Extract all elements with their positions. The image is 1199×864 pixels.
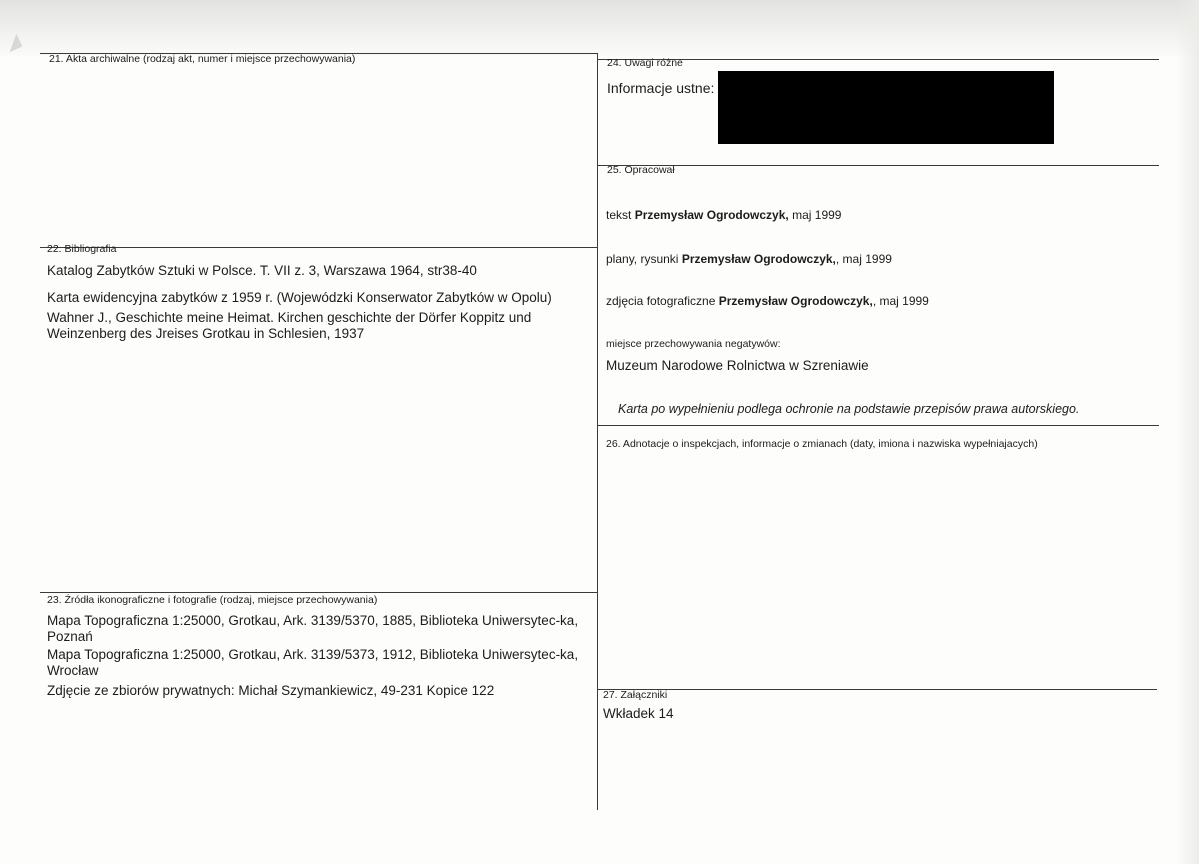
plans-author-line: [606, 252, 892, 266]
bibliography-entry-2: Karta ewidencyjna zabytków z 1959 r. (Wojewódzki Konserwator Zabytków w Opolu): [47, 290, 552, 305]
scan-top-band: [0, 0, 1199, 56]
text-author: Przemysław Ogrodowczyk,: [634, 208, 789, 222]
section-21-label: 21. Akta archiwalne (rodzaj akt, numer i miejsce przechowywania): [49, 53, 356, 65]
column-divider: [597, 53, 598, 810]
section-25-label: 25. Opracował: [607, 164, 675, 176]
section-27-label: 27. Załączniki: [603, 689, 668, 701]
rule-s26: [597, 425, 1159, 426]
photos-prefix: zdjęcia fotograficzne: [606, 294, 716, 308]
rule-s25: [597, 165, 1159, 166]
text-date: maj 1999: [792, 208, 842, 222]
text-prefix: tekst: [606, 208, 632, 222]
oral-info-label: Informacje ustne:: [607, 80, 715, 96]
text-author-line: [606, 208, 841, 222]
photos-author-line: [606, 294, 929, 308]
iconography-entry-3: Zdjęcie ze zbiorów prywatnych: Michał Szymankiewicz, 49-231 Kopice 122: [47, 683, 495, 698]
rule-s27: [597, 689, 1157, 690]
plans-author: Przemysław Ogrodowczyk,: [681, 252, 836, 266]
negatives-label: miejsce przechowywania negatywów:: [606, 338, 781, 350]
plans-date: , maj 1999: [835, 252, 892, 266]
rule-s22: [40, 247, 597, 248]
rule-s23: [40, 592, 597, 593]
attachments-value: Wkładek 14: [603, 706, 674, 721]
section-22-label: 22. Bibliografia: [47, 243, 117, 255]
copyright-note: Karta po wypełnieniu podlega ochronie na podstawie przepisów prawa autorskiego.: [618, 402, 1080, 416]
photos-date: , maj 1999: [872, 294, 929, 308]
redaction-block: [718, 71, 1054, 144]
bibliography-entry-1: Katalog Zabytków Sztuki w Polsce. T. VII z. 3, Warszawa 1964, str38-40: [47, 263, 477, 278]
iconography-entry-1: Mapa Topograficzna 1:25000, Grotkau, Ark. 3139/5370, 1885, Biblioteka Uniwersytec-ka, Poznań: [47, 613, 579, 644]
bibliography-entry-3: Wahner J., Geschichte meine Heimat. Kirchen geschichte der Dörfer Koppitz und Weinzenberg des Jreises Grotkau in Schlesien, 1937: [47, 310, 532, 341]
plans-prefix: plany, rysunki: [606, 252, 679, 266]
photos-author: Przemysław Ogrodowczyk,: [718, 294, 873, 308]
section-26-label: 26. Adnotacje o inspekcjach, informacje o zmianach (daty, imiona i nazwiska wypełniajacych): [606, 438, 1038, 450]
negatives-place: Muzeum Narodowe Rolnictwa w Szreniawie: [606, 358, 869, 373]
section-24-label: 24. Uwagi różne: [607, 57, 683, 69]
section-23-label: 23. Źródła ikonograficzne i fotografie (rodzaj, miejsce przechowywania): [47, 594, 378, 606]
scan-right-edge: [1175, 0, 1199, 864]
iconography-entry-2: Mapa Topograficzna 1:25000, Grotkau, Ark. 3139/5373, 1912, Biblioteka Uniwersytec-ka, Wrocław: [47, 647, 579, 678]
